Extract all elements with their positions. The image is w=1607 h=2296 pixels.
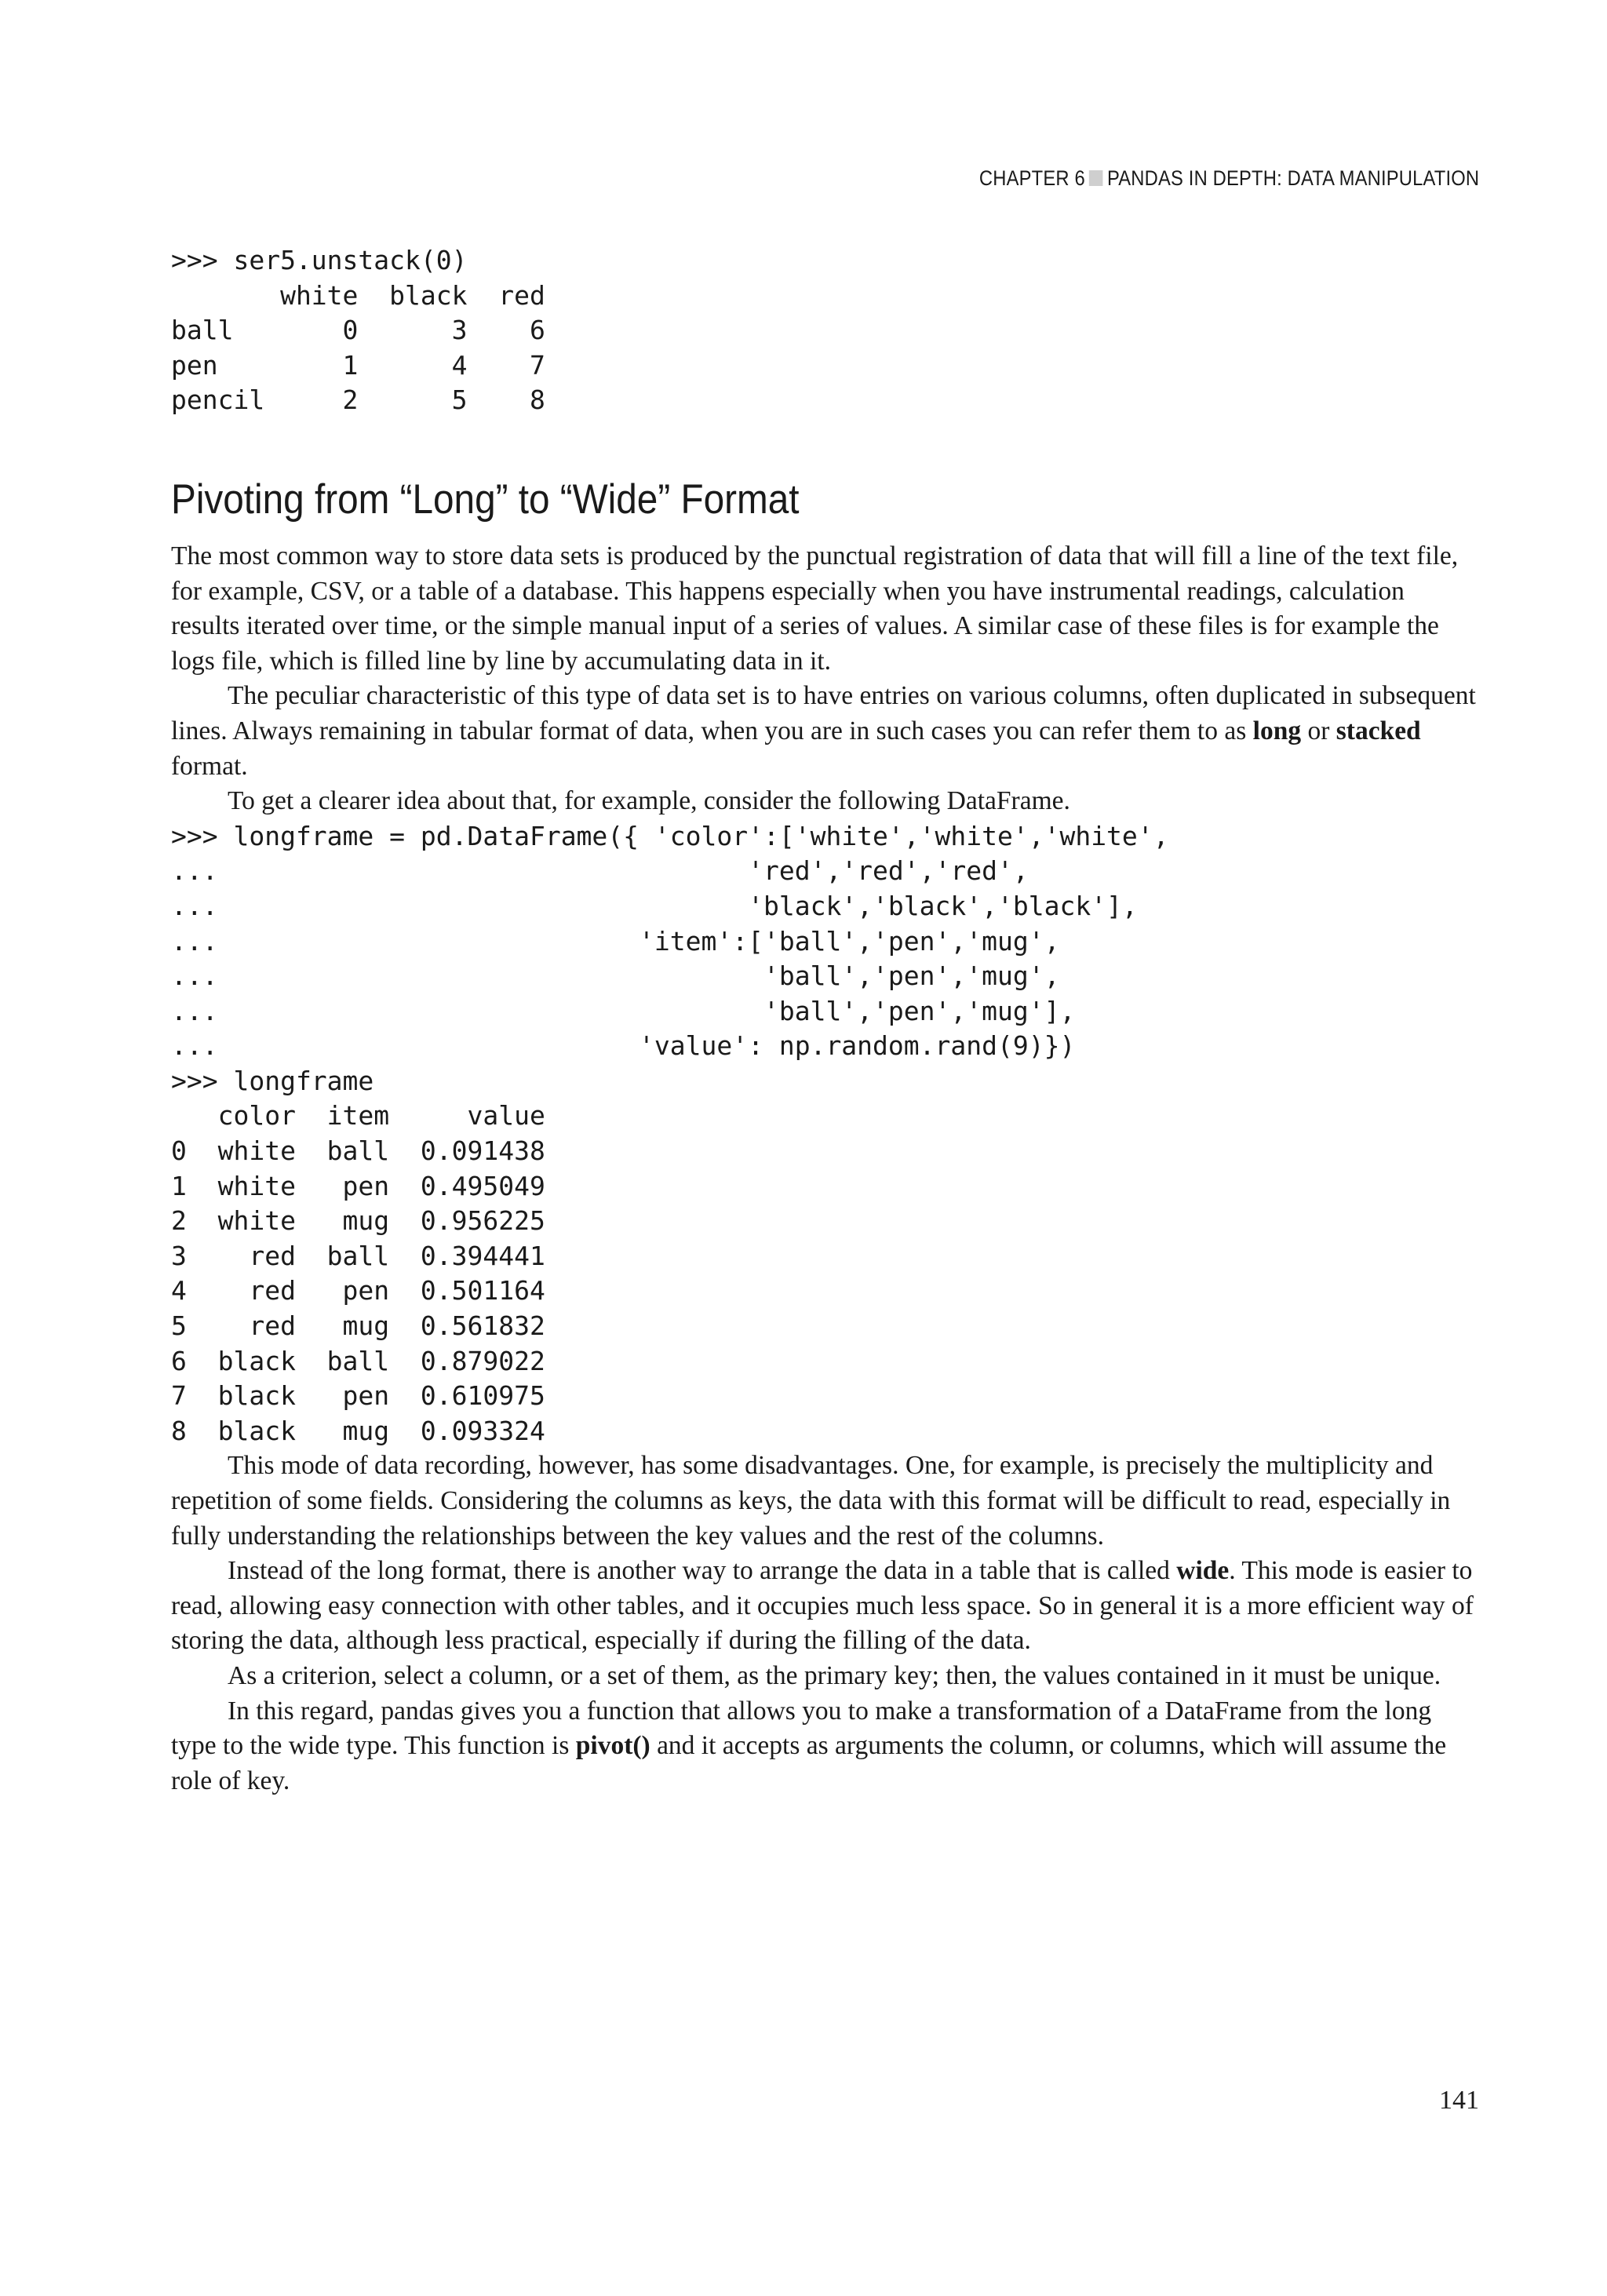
page-number: 141 <box>1439 2086 1479 2115</box>
paragraph <box>171 1694 1479 1799</box>
chapter-label: CHAPTER 6 <box>978 166 1085 190</box>
code-line: 6 black ball 0.879022 <box>171 1345 545 1376</box>
prose-section-2 <box>171 1449 1479 1799</box>
code-line: 2 white mug 0.956225 <box>171 1205 545 1237</box>
term-pivot: pivot() <box>575 1731 650 1761</box>
prose-section-1 <box>171 539 1479 819</box>
code-line: >>> longframe <box>171 1065 374 1096</box>
code-line: 7 black pen 0.610975 <box>171 1380 545 1412</box>
text-run: and it accepts as arguments the column, or columns, which will assume the role of key. <box>171 1731 1447 1795</box>
code-line: pencil 2 5 8 <box>171 384 545 416</box>
text-run: or <box>1301 716 1336 745</box>
code-line: 5 red mug 0.561832 <box>171 1310 545 1342</box>
running-header <box>979 166 1479 191</box>
code-line: ball 0 3 6 <box>171 315 545 346</box>
code-block-unstack <box>171 243 1479 418</box>
text-run: . This mode is easier to read, allowing easy connection with other tables, and it occupies much less space. So in general it is a more efficient way of storing the data, although less practical, especially if during the filling of the data. <box>171 1556 1474 1656</box>
code-line: ... 'item':['ball','pen','mug', <box>171 925 1060 957</box>
page-content <box>171 243 1479 1799</box>
code-line: ... 'ball','pen','mug'], <box>171 995 1076 1026</box>
code-line: ... 'black','black','black'], <box>171 890 1138 921</box>
code-line: pen 1 4 7 <box>171 349 545 381</box>
chapter-title: PANDAS IN DEPTH: DATA MANIPULATION <box>1106 166 1479 190</box>
code-line: >>> longframe = pd.DataFrame({ 'color':['white','white','white', <box>171 820 1169 851</box>
code-block-longframe <box>171 819 1479 1449</box>
code-line: ... 'red','red','red', <box>171 855 1029 887</box>
paragraph: To get a clearer idea about that, for example, consider the following DataFrame. <box>228 786 1070 816</box>
paragraph <box>171 679 1479 784</box>
code-line: ... 'ball','pen','mug', <box>171 960 1060 992</box>
text-run: The peculiar characteristic of this type of data set is to have entries on various columns, often duplicated in subsequent lines. Always remaining in tabular format of data, when you are in such cases you can refer them to as <box>171 681 1476 745</box>
code-line: 8 black mug 0.093324 <box>171 1415 545 1446</box>
term-stacked: stacked <box>1336 716 1421 745</box>
text-run: format. <box>171 751 248 781</box>
code-line: ... 'value': np.random.rand(9)}) <box>171 1030 1076 1062</box>
term-wide: wide <box>1176 1556 1230 1586</box>
header-separator <box>1089 170 1103 186</box>
paragraph: The most common way to store data sets is produced by the punctual registration of data that will fill a line of the text file, for example, CSV, or a table of a database. This happens especially when you have instrumental readings, calculation results iterated over time, or the simple manual input of a series of values. A similar case of these files is for example the logs file, which is filled line by line by accumulating data in it. <box>171 541 1459 676</box>
text-run: In this regard, pandas gives you a function that allows you to make a transformation of a DataFrame from the long type to the wide type. This function is <box>171 1696 1432 1761</box>
code-line: 3 red ball 0.394441 <box>171 1240 545 1271</box>
code-line: color item value <box>171 1100 545 1132</box>
code-line: 0 white ball 0.091438 <box>171 1135 545 1167</box>
code-line: 4 red pen 0.501164 <box>171 1275 545 1307</box>
paragraph: This mode of data recording, however, has some disadvantages. One, for example, is precisely the multiplicity and repetition of some fields. Considering the columns as keys, the data with this format will be difficult to read, especially in fully understanding the relationships between the key values and the rest of the columns. <box>171 1451 1451 1551</box>
section-title: Pivoting from “Long” to “Wide” Format <box>171 476 800 523</box>
code-line: 1 white pen 0.495049 <box>171 1170 545 1201</box>
paragraph <box>171 1554 1479 1659</box>
code-line: white black red <box>171 279 545 311</box>
paragraph: As a criterion, select a column, or a set of them, as the primary key; then, the values contained in it must be unique. <box>228 1660 1441 1690</box>
term-long: long <box>1252 716 1302 745</box>
code-line: >>> ser5.unstack(0) <box>171 245 468 275</box>
text-run: Instead of the long format, there is another way to arrange the data in a table that is called <box>228 1556 1177 1586</box>
